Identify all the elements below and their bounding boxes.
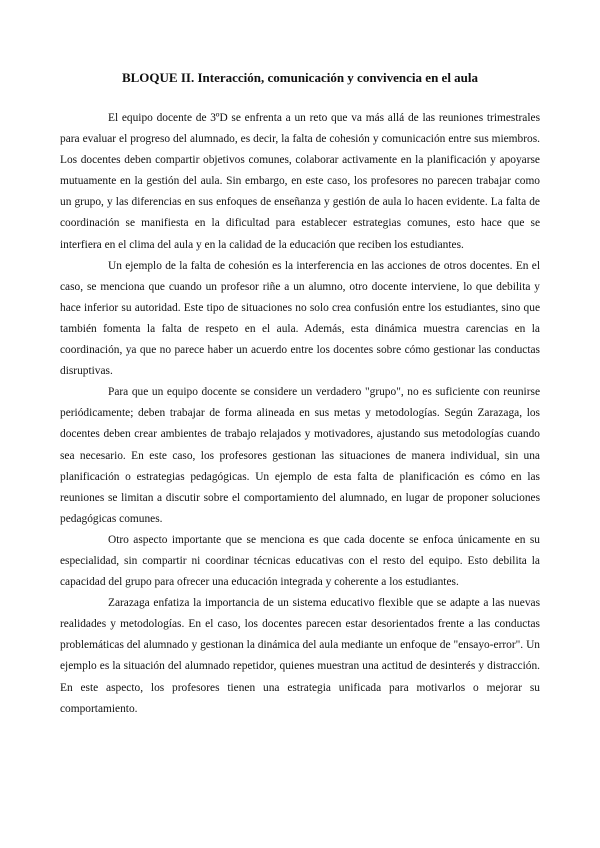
document-body — [60, 108, 540, 720]
paragraph-1: El equipo docente de 3ºD se enfrenta a un reto que va más allá de las reuniones trimestrales para evaluar el progreso del alumnado, es decir, la falta de cohesión y comunicación entre sus miembros. Los docentes deben compartir objetivos comunes, colaborar activamente en la planificación y apoyarse mutuamente en la gestión del aula. Sin embargo, en este caso, los profesores no parecen trabajar como un grupo, y las diferencias en sus enfoques de enseñanza y gestión de aula lo hacen evidente. La falta de coordinación se manifiesta en la dificultad para establecer estrategias comunes, esto hace que se interfiera en el clima del aula y en la calidad de la educación que reciben los estudiantes. — [60, 112, 540, 251]
paragraph-2: Un ejemplo de la falta de cohesión es la interferencia en las acciones de otros docentes. En el caso, se menciona que cuando un profesor riñe a un alumno, otro docente interviene, lo que debilita y hace inferior su autoridad. Este tipo de situaciones no solo crea confusión entre los estudiantes, sino que también fomenta la falta de respeto en el aula. Además, esta dinámica muestra carencias en la coordinación, ya que no parece haber un acuerdo entre los docentes sobre cómo gestionar las conductas disruptivas. — [60, 259, 540, 378]
paragraph-5: Zarazaga enfatiza la importancia de un sistema educativo flexible que se adapte a las nuevas realidades y metodologías. En el caso, los docentes parecen estar desorientados frente a las conductas problemáticas del alumnado y gestionan la dinámica del aula mediante un enfoque de "ensayo-error". Un ejemplo es la situación del alumnado repetidor, quienes muestran una actitud de desinterés y distracción. En este aspecto, los profesores tienen una estrategia unificada para motivarlos o mejorar su comportamiento. — [60, 597, 540, 715]
paragraph-4: Otro aspecto importante que se menciona es que cada docente se enfoca únicamente en su especialidad, sin compartir ni coordinar técnicas educativas con el resto del equipo. Esto debilita la capacidad del grupo para ofrecer una educación integrada y coherente a los estudiantes. — [60, 533, 540, 589]
paragraph-3: Para que un equipo docente se considere un verdadero "grupo", no es suficiente con reunirse periódicamente; deben trabajar de forma alineada en sus metas y metodologías. Según Zarazaga, los docentes deben crear ambientes de trabajo relajados y motivadores, ajustando sus metodologías cuando sea necesario. En este caso, los profesores gestionan las situaciones de manera individual, sin una planificación o estrategias pedagógicas. Un ejemplo de esta falta de planificación es cómo en las reuniones se limitan a discutir sobre el comportamiento del alumnado, en lugar de proponer soluciones pedagógicas comunes. — [60, 386, 540, 525]
document-title: BLOQUE II. Interacción, comunicación y convivencia en el aula — [121, 70, 479, 85]
